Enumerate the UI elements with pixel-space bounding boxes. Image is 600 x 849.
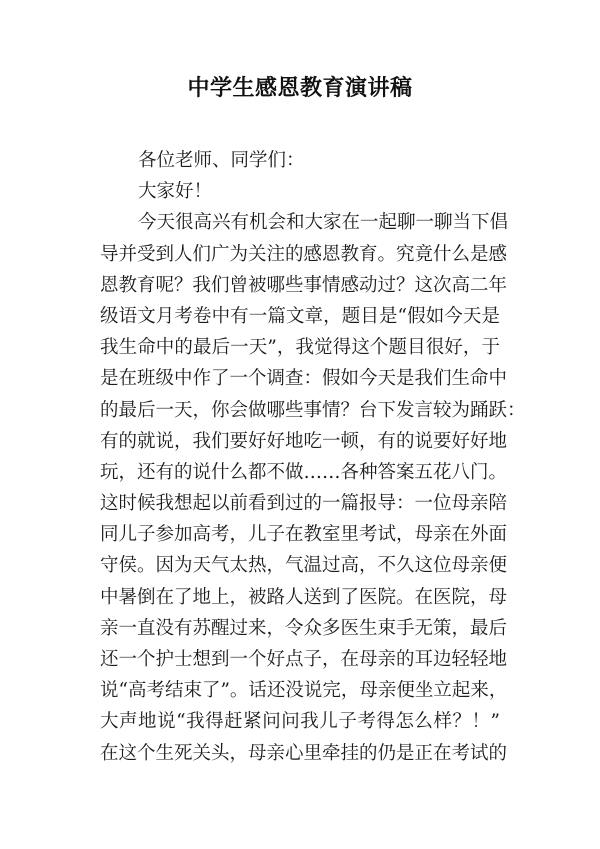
paragraph-line: 还一个护士想到一个好点子，在母亲的耳边轻轻地 xyxy=(100,649,508,670)
paragraph-line: 玩，还有的说什么都不做……各种答案五花八门。 xyxy=(100,461,508,483)
paragraph-line: 我生命中的最后一天”，我觉得这个题目很好，于 xyxy=(100,337,500,359)
paragraph-line: 守侯。因为天气太热，气温过高，不久这位母亲便 xyxy=(100,555,508,577)
paragraph-line: 的最后一天，你会做哪些事情？台下发言较为踊跃： xyxy=(100,399,526,421)
paragraph-line: 恩教育呢？我们曾被哪些事情感动过？这次高二年 xyxy=(100,274,508,296)
paragraph-line: 说“高考结束了”。话还没说完，母亲便坐立起来， xyxy=(100,680,508,702)
paragraph-line: 是在班级中作了一个调查：假如今天是我们生命中 xyxy=(100,368,508,390)
salutation-line: 各位老师、同学们： xyxy=(138,150,305,171)
paragraph-line: 这时候我想起以前看到过的一篇报导：一位母亲陪 xyxy=(100,493,508,515)
paragraph-line: 导并受到人们广为关注的感恩教育。究竟什么是感 xyxy=(100,243,508,265)
paragraph-line: 今天很高兴有机会和大家在一起聊一聊当下倡 xyxy=(138,212,509,234)
greeting-line: 大家好！ xyxy=(138,181,213,203)
document-body xyxy=(100,145,526,769)
paragraph-line: 亲一直没有苏醒过来，令众多医生束手无策，最后 xyxy=(100,617,508,639)
paragraph-line: 中暑倒在了地上，被路人送到了医院。在医院，母 xyxy=(100,586,508,608)
paragraph-line: 在这个生死关头，母亲心里牵挂的仍是正在考试的 xyxy=(100,742,508,764)
paragraph-line: 同儿子参加高考，儿子在教室里考试，母亲在外面 xyxy=(100,524,508,546)
paragraph-line: 大声地说“我得赶紧问问我儿子考得怎么样？！” xyxy=(100,711,500,733)
document-title: 中学生感恩教育演讲稿 xyxy=(187,76,413,101)
paragraph-line: 有的就说，我们要好好地吃一顿，有的说要好好地 xyxy=(100,430,508,452)
paragraph-line: 级语文月考卷中有一篇文章，题目是“假如今天是 xyxy=(100,305,500,327)
